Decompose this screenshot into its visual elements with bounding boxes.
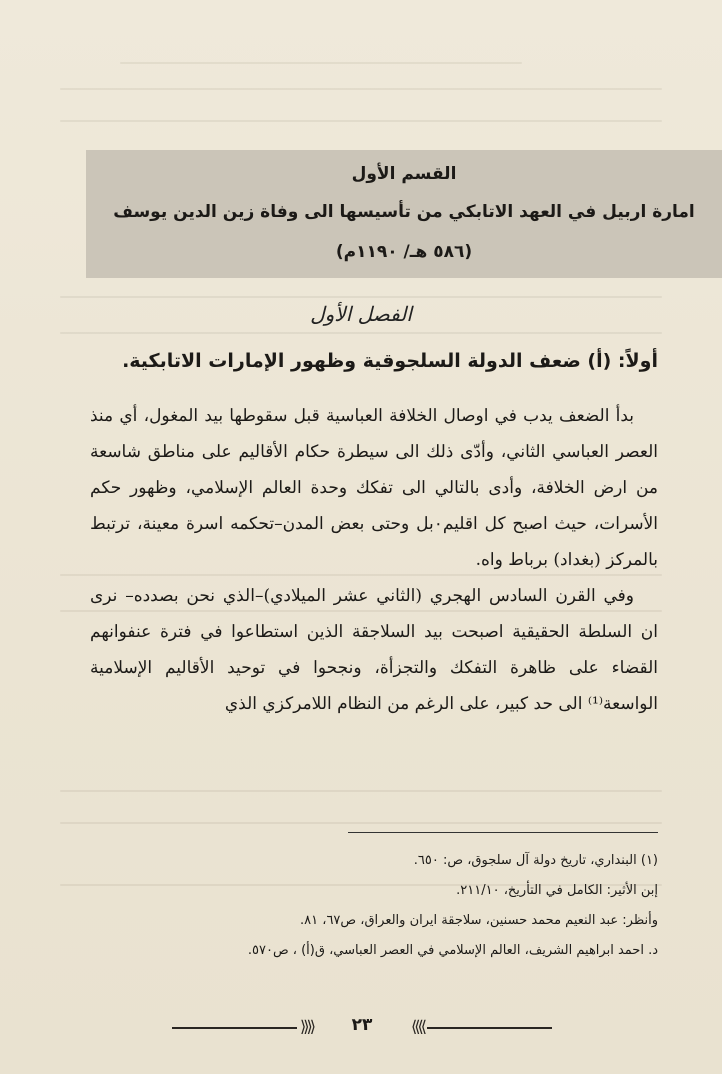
chapter-title: الفصل الأول	[310, 302, 412, 326]
footnote: (١) البنداري، تاريخ دولة آل سلجوق، ص: ٦٥٠.	[413, 853, 658, 868]
footer-rule-right	[427, 1027, 552, 1029]
footnote: وأنظر: عبد النعيم محمد حسنين، سلاجقة ايران والعراق، ص٦٧، ٨١.	[300, 913, 658, 928]
bleed-through-line	[120, 62, 522, 64]
bleed-through-line	[60, 120, 662, 122]
chevron-ornament-icon: ⟨⟨⟨⟨	[411, 1017, 424, 1036]
section-header-box	[86, 150, 722, 278]
bleed-through-line	[60, 296, 662, 298]
body-text	[90, 398, 658, 722]
footnotes	[90, 846, 658, 966]
footnote: إبن الأثير: الكامل في التأريخ، ٢١١/١٠.	[456, 883, 658, 898]
paragraph: وفي القرن السادس الهجري (الثاني عشر الميلادي)–الذي نحن بصدده– نرى ان السلطة الحقيقية اصبحت بيد السلاجقة الذين استطاعوا في فترة عنفوانهم القضاء على ظاهرة التفكك والتجزأة، ونجحوا في توحيد الأقاليم الإسلامية الواسعة⁽¹⁾ الى حد كبير، على الرغم من النظام اللامركزي الذي	[90, 586, 658, 714]
bleed-through-line	[60, 332, 662, 334]
bleed-through-line	[60, 88, 662, 90]
footnote: د. احمد ابراهيم الشريف، العالم الإسلامي في العصر العباسي، ق(أ) ، ص٥٧٠.	[247, 943, 658, 958]
page-footer	[172, 1015, 552, 1041]
chevron-ornament-icon: ⟩⟩⟩⟩	[300, 1017, 313, 1036]
page-number: ٢٣	[351, 1015, 373, 1035]
section-subtitle: امارة اربيل في العهد الاتابكي من تأسيسها الى وفاة زين الدين يوسف	[113, 202, 695, 222]
footnote-divider	[348, 832, 658, 833]
subsection-heading: أولاً: (أ) ضعف الدولة السلجوقية وظهور الإمارات الاتابكية.	[122, 350, 658, 372]
bleed-through-line	[60, 790, 662, 792]
section-dates: (٥٨٦ هـ/ ١١٩٠م)	[335, 242, 473, 262]
bleed-through-line	[60, 822, 662, 824]
section-title: القسم الأول	[351, 164, 457, 184]
paragraph: بدأ الضعف يدب في اوصال الخلافة العباسية قبل سقوطها بيد المغول، أي منذ العصر العباسي الثاني، وأدّى ذلك الى سيطرة حكام الأقاليم على مناطق شاسعة من ارض الخلافة، وأدى بالتالي الى تفكك وحدة العالم الإسلامي، وظهور حكم الأسرات، حيث اصبح كل اقليم٠بل وحتى بعض المدن–تحكمه اسرة معينة، ترتبط بالمركز (بغداد) برباط واه.	[90, 406, 658, 570]
